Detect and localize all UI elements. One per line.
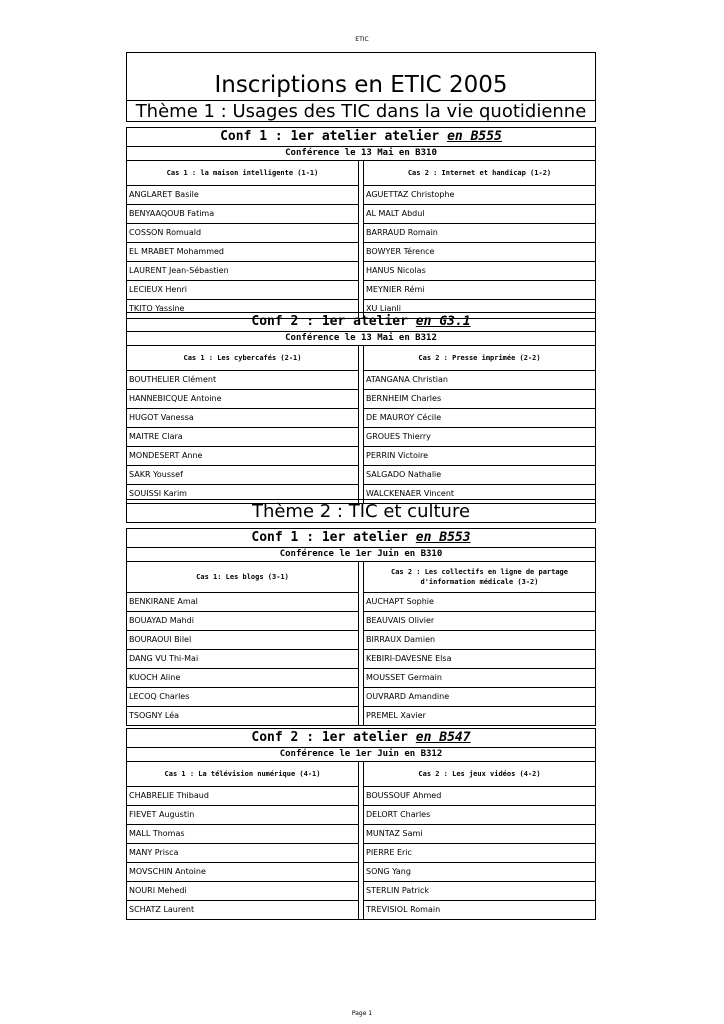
list-item: BENKIRANE Amal bbox=[127, 593, 358, 612]
theme-1-title: Thème 1 : Usages des TIC dans la vie quotidienne bbox=[127, 100, 595, 123]
document-title: Inscriptions en ETIC 2005 bbox=[214, 72, 508, 98]
list-item: LAURENT Jean-Sébastien bbox=[127, 262, 358, 281]
conference-room: en G3.1 bbox=[415, 314, 471, 329]
conference-title: Conf 2 : 1er atelier en G3.1 bbox=[127, 313, 595, 332]
case-left-title: Cas 1 : La télévision numérique (4-1) bbox=[127, 762, 358, 787]
list-item: BOWYER Térence bbox=[364, 243, 595, 262]
list-item: BOURAOUI Bilel bbox=[127, 631, 358, 650]
list-item: AL MALT Abdul bbox=[364, 205, 595, 224]
list-item: AGUETTAZ Christophe bbox=[364, 186, 595, 205]
list-item: SALGADO Nathalie bbox=[364, 466, 595, 485]
list-item: BERNHEIM Charles bbox=[364, 390, 595, 409]
list-item: NOURI Mehedi bbox=[127, 882, 358, 901]
list-item: BARRAUD Romain bbox=[364, 224, 595, 243]
list-item: MANY Prisca bbox=[127, 844, 358, 863]
list-item: HANUS Nicolas bbox=[364, 262, 595, 281]
list-item: BIRRAUX Damien bbox=[364, 631, 595, 650]
list-item: MUNTAZ Sami bbox=[364, 825, 595, 844]
conference-block bbox=[126, 127, 596, 319]
list-item: MOUSSET Germain bbox=[364, 669, 595, 688]
case-right-column bbox=[363, 161, 595, 318]
case-left-column bbox=[127, 762, 359, 919]
list-item: MOVSCHIN Antoine bbox=[127, 863, 358, 882]
conference-room: en B555 bbox=[447, 129, 502, 144]
conference-title: Conf 2 : 1er atelier en B547 bbox=[127, 729, 595, 748]
case-right-column bbox=[363, 562, 595, 725]
list-item: KEBIRI-DAVESNE Elsa bbox=[364, 650, 595, 669]
case-right-title: Cas 2 : Internet et handicap (1-2) bbox=[364, 161, 595, 186]
list-item: PREMEL Xavier bbox=[366, 711, 426, 720]
conference-subtitle: Conférence le 13 Mai en B310 bbox=[127, 147, 595, 161]
conference-block bbox=[126, 528, 596, 726]
case-right-title: Cas 2 : Presse imprimée (2-2) bbox=[364, 346, 595, 371]
case-right-column bbox=[363, 762, 595, 919]
conference-subtitle: Conférence le 1er Juin en B312 bbox=[127, 748, 595, 762]
list-item: BENYAAQOUB Fatima bbox=[127, 205, 358, 224]
list-item: TREVISIOL Romain bbox=[366, 905, 441, 914]
case-right-column bbox=[363, 346, 595, 503]
list-item: TKITO Yassine bbox=[129, 304, 185, 313]
conference-subtitle: Conférence le 13 Mai en B312 bbox=[127, 332, 595, 346]
case-right-title: Cas 2 : Les jeux vidéos (4-2) bbox=[364, 762, 595, 787]
list-item: ANGLARET Basile bbox=[127, 186, 358, 205]
list-item: AUCHAPT Sophie bbox=[364, 593, 595, 612]
case-left-column bbox=[127, 346, 359, 503]
case-left-title: Cas 1 : Les cybercafés (2-1) bbox=[127, 346, 358, 371]
list-item: ATANGANA Christian bbox=[364, 371, 595, 390]
conference-title: Conf 1 : 1er atelier atelier en B555 bbox=[127, 128, 595, 147]
list-item: SONG Yang bbox=[364, 863, 595, 882]
list-item: BOUSSOUF Ahmed bbox=[364, 787, 595, 806]
list-item: HUGOT Vanessa bbox=[127, 409, 358, 428]
conference-block bbox=[126, 312, 596, 504]
list-item: TSOGNY Léa bbox=[129, 711, 180, 720]
list-item: KUOCH Aline bbox=[127, 669, 358, 688]
theme-2-title: Thème 2 : TIC et culture bbox=[126, 499, 596, 523]
list-item: SAKR Youssef bbox=[127, 466, 358, 485]
list-item: BOUTHELIER Clément bbox=[127, 371, 358, 390]
list-item: MALL Thomas bbox=[127, 825, 358, 844]
list-item: BOUAYAD Mahdi bbox=[127, 612, 358, 631]
case-left-title: Cas 1: Les blogs (3-1) bbox=[127, 562, 358, 593]
conference-subtitle: Conférence le 1er Juin en B310 bbox=[127, 548, 595, 562]
list-item: LECIEUX Henri bbox=[127, 281, 358, 300]
list-item: DANG VU Thi-Mai bbox=[127, 650, 358, 669]
list-item: MEYNIER Rémi bbox=[364, 281, 595, 300]
page-footer: Page 1 bbox=[351, 1010, 373, 1017]
conference-room: en B547 bbox=[415, 730, 471, 745]
case-left-column bbox=[127, 161, 359, 318]
conference-title: Conf 1 : 1er atelier en B553 bbox=[127, 529, 595, 548]
list-item: SCHATZ Laurent bbox=[129, 905, 195, 914]
list-item: WALCKENAER Vincent bbox=[366, 489, 455, 498]
list-item: HANNEBICQUE Antoine bbox=[127, 390, 358, 409]
list-item: EL MRABET Mohammed bbox=[127, 243, 358, 262]
list-item: DE MAUROY Cécile bbox=[364, 409, 595, 428]
list-item: SOUISSI Karim bbox=[129, 489, 187, 498]
list-item: PIERRE Eric bbox=[364, 844, 595, 863]
list-item: STERLIN Patrick bbox=[364, 882, 595, 901]
list-item: GROUES Thierry bbox=[364, 428, 595, 447]
list-item: PERRIN Victoire bbox=[364, 447, 595, 466]
list-item: CHABRELIE Thibaud bbox=[127, 787, 358, 806]
list-item: MAITRE Clara bbox=[127, 428, 358, 447]
page-header: ETIC bbox=[355, 36, 369, 43]
case-left-column bbox=[127, 562, 359, 725]
list-item: BEAUVAIS Olivier bbox=[364, 612, 595, 631]
conference-room: en B553 bbox=[415, 530, 471, 545]
list-item: DELORT Charles bbox=[364, 806, 595, 825]
list-item: OUVRARD Amandine bbox=[364, 688, 595, 707]
list-item: FIEVET Augustin bbox=[127, 806, 358, 825]
list-item: XU Lianli bbox=[366, 304, 401, 313]
list-item: MONDESERT Anne bbox=[127, 447, 358, 466]
list-item: COSSON Romuald bbox=[127, 224, 358, 243]
list-item: LECOQ Charles bbox=[127, 688, 358, 707]
conference-block bbox=[126, 728, 596, 920]
case-left-title: Cas 1 : la maison intelligente (1-1) bbox=[127, 161, 358, 186]
case-right-title: Cas 2 : Les collectifs en ligne de partage d'information médicale (3-2) bbox=[364, 562, 595, 593]
title-box bbox=[126, 52, 596, 122]
